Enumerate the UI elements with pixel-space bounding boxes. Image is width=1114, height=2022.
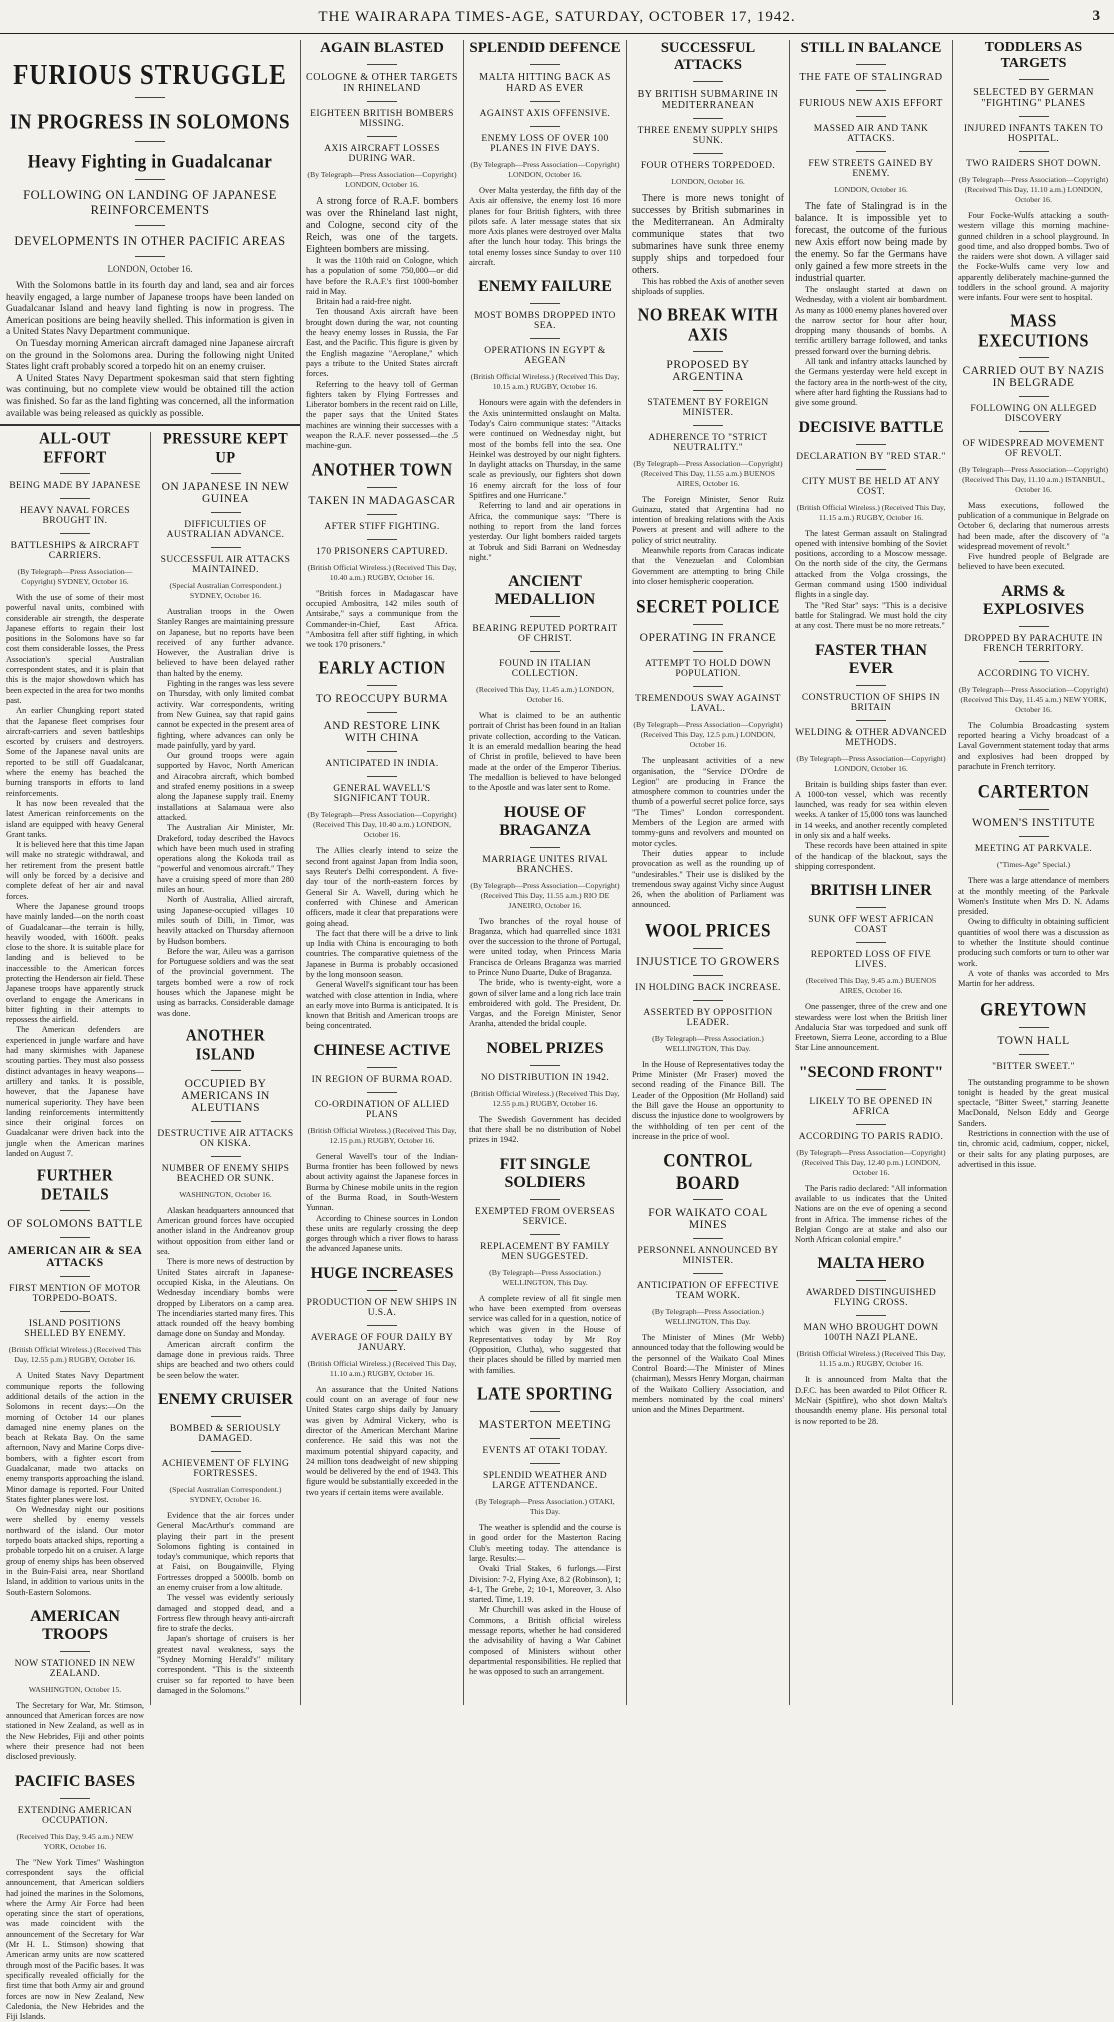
story-second-front: "SECOND FRONT" LIKELY TO BE OPENED IN AFRICA ACCORDING TO PARIS RADIO. (By Telegraph—Press Association—Copyright) (Received This Day, 12.40 p.m.) LONDON, October 16. The Paris radio declared: "All information available to us indicates that the United Nations are on the eve of opening a second front in Africa. The immense riches of the Belgian Congo are at stake and also our North African colonial empire." xyxy=(795,1063,947,1245)
story-successful-attacks: SUCCESSFUL ATTACKS BY BRITISH SUBMARINE IN MEDITERRANEAN THREE ENEMY SUPPLY SHIPS SUNK. FOUR OTHERS TORPEDOED. LONDON, October 16. There is more news tonight of successes by British submarines in the Mediterranean. An Admiralty communique states that two submarines have sunk three enemy supply ships and torpedoed four others. This has robbed the Axis of another seven shiploads of supplies. xyxy=(632,40,784,297)
headline: FURTHER DETAILS xyxy=(36,1167,114,1205)
story-another-island: ANOTHER ISLAND OCCUPIED BY AMERICANS IN ALEUTIANS DESTRUCTIVE AIR ATTACKS ON KISKA. NUMBER OF ENEMY SHIPS BEACHED OR SUNK. WASHINGTON, October 16. Alaskan headquarters announced that American ground forces have occupied another island in the Andreanov group without opposition from either land or sea. There is more news of destruction by United States aircraft in Japanese-occupied Kiska, in the Aleutians. On Wednesday incendiary bombs were dropped by Liberators on a camp area. The incendiaries started many fires. This attack rounded off the heavy bombing damage done on Sunday and Monday. American aircraft confirm the damage done in previous raids. Three ships are beached and two others could be seen below the water. xyxy=(157,1026,294,1380)
story-again-blasted: AGAIN BLASTED COLOGNE & OTHER TARGETS IN RHINELAND EIGHTEEN BRITISH BOMBERS MISSING. AXIS AIRCRAFT LOSSES DURING WAR. (By Telegraph—Press Association—Copyright) LONDON, October 16. A strong force of R.A.F. bombers was over the Rhineland last night, and Cologne, second city of the Reich, was one of the targets. Eighteen bombers are missing. It was the 110th raid on Cologne, which has a population of some 750,000—or did have before the R.A.F.'s first 1000-bomber raid in May. Britain had a raid-free night. Ten thousand Axis aircraft have been brought down during the war, not counting the heavy enemy losses in Russia, the Far East, and the Pacific. This figure is given by the English magazine "Aeroplane," which pays a tribute to the United States aircraft forces. Referring to the heavy toll of German fighters taken by Flying Fortresses and Liberator bombers in the recent raid on Lille, the paper says that the United States machines are winning their successes with a weapon the R.A.F. never possessed—the .5 machine-gun. xyxy=(306,40,458,451)
story-wool-prices: WOOL PRICES INJUSTICE TO GROWERS IN HOLDING BACK INCREASE. ASSERTED BY OPPOSITION LEADER. (By Telegraph—Press Association.) WELLINGTON, This Day. In the House of Representatives today the Prime Minister (Mr Fraser) moved the second reading of the Finance Bill. The Leader of the Opposition (Mr Holland) said the Bill gave the House an opportunity to discuss the injustice done to woolgrowers by the withholding of ten per cent of the increase in the price of wool. xyxy=(632,919,784,1141)
story-fit-single-soldiers: FIT SINGLE SOLDIERS EXEMPTED FROM OVERSEAS SERVICE. REPLACEMENT BY FAMILY MEN SUGGESTED. (By Telegraph—Press Association.) WELLINGTON, This Day. A complete review of all fit single men who have been exempted from overseas service was called for in a question, notice of which was given in the House of Representatives today by Mr Roy (Opposition, Clutha), who suggested that their places should be filled by married men with families. xyxy=(469,1155,621,1375)
story-toddlers-as-targets: TODDLERS AS TARGETS SELECTED BY GERMAN "FIGHTING" PLANES INJURED INFANTS TAKEN TO HOSPITAL. TWO RAIDERS SHOT DOWN. (By Telegraph—Press Association—Copyright) (Received This Day, 11.10 a.m.) LONDON, October 16. Four Focke-Wulfs attacking a south-western village this morning machine-gunned children in a school playground. In good time, and also dropped bombs. Two of the raiders were shot down. A villager said the Focke-Wulfs came very low and apparently deliberately machine-gunned the toddlers in the school ground. A majority were infants. Four were sent to hospital. xyxy=(958,40,1109,303)
story-pressure-kept-up: PRESSURE KEPT UP ON JAPANESE IN NEW GUINEA DIFFICULTIES OF AUSTRALIAN ADVANCE. SUCCESSFUL AIR ATTACKS MAINTAINED. (Special Australian Correspondent.) SYDNEY, October 16. Australian troops in the Owen Stanley Ranges are maintaining pressure on Japanese, but no reports have been received of any further advance. However, the Australian drive is believed to have been delayed rather than halted by the enemy. Fighting in the ranges was less severe on Thursday, with only limited combat activity. War correspondents, writing from New Guinea, say that rapid gains cannot be expected in the present area of fighting, where advances can only be made painfully, yard by yard. Our ground troops were again supported by Havoc, North American and Airacobra aircraft, which bombed and strafed enemy positions in a sweep along the Japanese supply trail. Enemy installations at Salamaua were also attacked. The Australian Air Minister, Mr. Drakeford, today described the Havocs which have been much used in strafing operations along the Kokoda trail as "powerful and venomous aircraft." They have a cruising speed of more than 280 miles an hour. North of Australia, Allied aircraft, using Japanese-occupied villages 10 miles south of Dilli, in Timor, was heavily attacked on Thursday afternoon by Hudson bombers. Before the war, Aileu was a garrison for Portuguese soldiers and was the seat of the provincial government. The targets bombed were a row of rock houses which the Japanese might be using as barracks. Considerable damage was done. xyxy=(157,429,294,1018)
story-house-of-braganza: HOUSE OF BRAGANZA MARRIAGE UNITES RIVAL BRANCHES. (By Telegraph—Press Association—Copyright) (Received This Day, 11.55 a.m.) RIO DE JANEIRO, October 16. Two branches of the royal house of Braganza, which had quarrelled since 1831 over the succession to the throne of Portugal, were united today, when Princess Maria Francisca de Orleans Braganza was married to Prince Nuno Duarte, Duke of Braganza. The bride, who is twenty-eight, wore a gown of silver lame and a long rich lace train embroidered with gold. The President, Dr. Vargas, and the Foreign Minister, Senor Aranha, attended the bridal couple. xyxy=(469,803,621,1029)
column-3 xyxy=(463,40,626,1705)
column-4 xyxy=(626,40,789,1705)
story-all-out-effort: ALL-OUT EFFORT BEING MADE BY JAPANESE HEAVY NAVAL FORCES BROUGHT IN. BATTLESHIPS & AIRCRAFT CARRIERS. (By Telegraph—Press Association—Copyright) SYDNEY, October 16. With the use of some of their most powerful naval units, combined with considerable air strength, the desperate Japanese efforts to regain their lost positions in the Solomons have so far cost them considerable losses, the Press Association's special Australian correspondent states, and it is plain that this is the major showdown which has been expected in the area for two months past. An earlier Chungking report stated that the Japanese fleet comprises four aircraft-carriers and seven battleships escorted by cruisers and destroyers. Some of the Japanese naval units are reported to be still off Guadalcanar, where the enemy has beached the burning transports in efforts to land reinforcements. It has now been revealed that the latest American reinforcements on the island are equipped with heavy General Grant tanks. It is believed here that this time Japan will make no strategic withdrawal, and her retirement from the present battle will only be forced by a decisive and complete defeat of her air and naval forces. Where the Japanese ground troops have mainly landed—on the north coast of Guadalcanar—the terrain is hilly, heavily wooded, with 1600ft. peaks close to the shore. It is suitable place for landing and is believed to be inaccessible to the American forces protecting the Henderson air field. These Japanese troops have apparently struck overland to engage the Americans in bitter fighting in their attempts to repossess the airfield. The American defenders are experienced in jungle warfare and have had many skirmishes with Japanese scouting parties. They must also possess distinct advantages in heavy weapons—artillery and tanks. It is possible, however, that the Japanese have numerical superiority. They have been landing reinforcements intermittently since their original forces on Guadalcanar were driven back into the jungle when the American marines landed on August 7. xyxy=(6,429,144,1159)
headline: MALTA HERO xyxy=(817,1255,925,1273)
headline: AGAIN BLASTED xyxy=(320,40,444,56)
column-6 xyxy=(952,40,1114,1705)
headline: ANCIENT MEDALLION xyxy=(494,573,596,609)
lead-headline: FURIOUS STRUGGLE xyxy=(13,59,287,91)
story-early-action: EARLY ACTION TO REOCCUPY BURMA AND RESTORE LINK WITH CHINA ANTICIPATED IN INDIA. GENERAL WAVELL'S SIGNIFICANT TOUR. (By Telegraph—Press Association—Copyright) (Received This Day, 10.40 a.m.) LONDON, October 16. The Allies clearly intend to seize the second front against Japan from India soon, says Reuter's Delhi correspondent. A five-day tour of the north-eastern forces by General Sir A. Wavell, during which he conferred with Chinese and American officers, made it clear that preparations were going ahead. The fact that there will be a drive to link up India with China is encouraging to both countries. The comparative quietness of the Japanese in Burma is probably occasioned by the long monsoon season. General Wavell's significant tour has been watched with close attention in India, where an early move into Burma is anticipated. It is known that British and American troops are being concentrated. xyxy=(306,659,458,1031)
column-lead xyxy=(0,40,300,2022)
lead-subhead-1: IN PROGRESS IN SOLOMONS xyxy=(9,110,291,135)
lead-story xyxy=(0,40,300,420)
headline: GREYTOWN xyxy=(980,998,1087,1020)
story-chinese-active: CHINESE ACTIVE IN REGION OF BURMA ROAD. CO-ORDINATION OF ALLIED PLANS (British Official Wireless.) (Received This Day, 12.15 p.m.) RUGBY, October 16. General Wavell's tour of the Indian-Burma frontier has been followed by news about activity against the Japanese forces in Burma by Chinese mobile units in the region of the Burma Road, in South-Western Yunnan. According to Chinese sources in London these units are regularly crossing the deep gorges through which a river flows to harass the advanced Japanese units. xyxy=(306,1041,458,1254)
headline: PRESSURE KEPT UP xyxy=(162,429,289,467)
story-further-details: FURTHER DETAILS OF SOLOMONS BATTLE AMERICAN AIR & SEA ATTACKS FIRST MENTION OF MOTOR TORPEDO-BOATS. ISLAND POSITIONS SHELLED BY ENEMY. (British Official Wireless.) (Received This Day, 12.55 p.m.) RUGBY, October 16. A United States Navy Department communique reports the following additional details of the action in the Solomons in recent days:—On the morning of October 14 our planes damaged nine enemy planes on the beach at Rekata Bay. On the same afternoon, Navy and Marine Corps dive-bombers, with a fighter escort from Guadalcanar, made two attacks on enemy transports approaching the island. Minor damage is reported. Four United States fighter planes were lost. On Wednesday night our positions were shelled by enemy vessels northward of the island. Our motor torpedo boats attacked ships, reporting a probable torpedo hit on a cruiser. A large group of enemy ships has been observed in the Buin-Faisi area, near Shortland Island, in addition to various units in the South-Eastern Solomons. xyxy=(6,1167,144,1597)
column-5 xyxy=(789,40,952,1705)
headline: CONTROL BOARD xyxy=(663,1149,753,1194)
headline: HOUSE OF BRAGANZA xyxy=(499,803,591,839)
column-2 xyxy=(300,40,463,1705)
headline: AMERICAN TROOPS xyxy=(30,1607,120,1643)
headline: LATE SPORTING xyxy=(477,1384,613,1404)
headline: "SECOND FRONT" xyxy=(798,1063,944,1081)
story-another-town: ANOTHER TOWN TAKEN IN MADAGASCAR AFTER STIFF FIGHTING. 170 PRISONERS CAPTURED. (British Official Wireless.) (Received This Day, 10.40 a.m.) RUGBY, October 16. "British forces in Madagascar have occupied Ambositra, 142 miles south of Antsirabe," says a communique from the Commander-in-Chief, East Africa. "Ambositra fell after stiff fighting, in which we took 170 prisoners." xyxy=(306,460,458,650)
story-american-troops: AMERICAN TROOPS NOW STATIONED IN NEW ZEALAND. WASHINGTON, October 15. The Secretary for War, Mr. Stimson, announced that American forces are now stationed in New Zealand, as well as in the New Hebrides, Fiji and other points where their presence had not been disclosed previously. xyxy=(6,1607,144,1762)
lead-subhead-4: DEVELOPMENTS IN OTHER PACIFIC AREAS xyxy=(14,234,286,248)
headline: TODDLERS AS TARGETS xyxy=(984,40,1083,71)
column-1-right xyxy=(150,429,300,1705)
story-mass-executions: MASS EXECUTIONS CARRIED OUT BY NAZIS IN BELGRADE FOLLOWING ON ALLEGED DISCOVERY OF WIDESPREAD MOVEMENT OF REVOLT. (By Telegraph—Press Association—Copyright) (Received This Day, 11.10 a.m.) ISTANBUL, October 16. Mass executions, followed the publication of a communique in Belgrade on October 6, declaring that numerous arrests had been made, after the discovery of "a widespread movement of revolt." Five hundred people of Belgrade are believed to have been executed. xyxy=(958,311,1109,572)
lead-subhead-3: FOLLOWING ON LANDING OF JAPANESE REINFORCEMENTS xyxy=(23,188,277,217)
story-splendid-defence: SPLENDID DEFENCE MALTA HITTING BACK AS HARD AS EVER AGAINST AXIS OFFENSIVE. ENEMY LOSS OF OVER 100 PLANES IN FIVE DAYS. (By Telegraph—Press Association—Copyright) LONDON, October 16. Over Malta yesterday, the fifth day of the Axis air offensive, the enemy lost 16 more planes for four British fighters, with three pilots safe. A later message states that six more Axis planes were destroyed over Malta after the lunch hour today. This brings the total enemy losses since Sunday to over 110 aircraft. xyxy=(469,40,621,268)
lead-body: With the Solomons battle in its fourth day and land, sea and air forces heavily engaged, a large number of Japanese troops have been landed on Guadalcanar Island and heavy land fighting is now in progress. The American positions are being heavily shelled. This information is given in a United States Navy Department communique. On Tuesday morning American aircraft damaged nine Japanese aircraft on the ground in the Solomons area. During the following night United States light craft probably scored a torpedo hit on an enemy cruiser. A United States Navy Department spokesman said that stern fighting was continuing, but no complete view would be obtained till the action was finished. So far as the land fighting was concerned, all the information available was being released as quickly as possible. xyxy=(6,280,294,419)
story-arms-explosives: ARMS & EXPLOSIVES DROPPED BY PARACHUTE IN FRENCH TERRITORY. ACCORDING TO VICHY. (By Telegraph—Press Association—Copyright) (Received This Day, 11.45 a.m.) NEW YORK, October 16. The Columbia Broadcasting system reported hearing a Vichy broadcast of a Laval Government statement today that arms and explosives had been dropped by parachute in French territory. xyxy=(958,582,1109,771)
page-number: 3 xyxy=(1092,8,1100,24)
story-faster-than-ever: FASTER THAN EVER CONSTRUCTION OF SHIPS IN BRITAIN WELDING & OTHER ADVANCED METHODS. (By Telegraph—Press Association—Copyright) LONDON, October 16. Britain is building ships faster than ever. A 1000-ton vessel, which was recently launched, was ready for sea within eleven weeks. A tanker of 15,000 tons was launched in 14 weeks, and another recently completed in only six and a half weeks. These records have been attained in spite of the handicap of the blackout, says the shipping correspondent. xyxy=(795,641,947,871)
story-enemy-failure: ENEMY FAILURE MOST BOMBS DROPPED INTO SEA. OPERATIONS IN EGYPT & AEGEAN (British Official Wireless.) (Received This Day, 10.15 a.m.) RUGBY, October 16. Honours were again with the defenders in the Axis unintermitted onslaught on Malta. Today's Cairo communique states: "Attacks were continued on Wednesday night, but most of the bombs fell into the sea. One Heinkel was destroyed by our night fighters. In daylight attacks on Thursday, in the same scale as previously, our fighters shot down 16 enemy aircraft for the loss of four Spitfires and one Hurricane." Referring to land and air operations in Africa, the communique says: "There is nothing to report from the land forces yesterday. Our light bombers raided targets at Tobruk and Sidi Barrani on Wednesday night." xyxy=(469,278,621,562)
story-still-in-balance: STILL IN BALANCE THE FATE OF STALINGRAD FURIOUS NEW AXIS EFFORT MASSED AIR AND TANK ATTACKS. FEW STREETS GAINED BY ENEMY. LONDON, October 16. The fate of Stalingrad is in the balance. It is impossible yet to forecast, the outcome of the furious new Axis effort now being made by the enemy. So far the Germans have only gained a few more streets in the industrial quarter. The onslaught started at dawn on Wednesday, with a violent air bombardment. As many as 1000 enemy planes hovered over the narrow sector for hour after hour, dropping many thousands of bombs. A terrific artillery barrage followed, and tanks pressed forward over the burning debris. All tank and infantry attacks launched by the Germans yesterday were held except in the factory area in the north-west of the city, where after hard fighting the Russians had to give some ground. xyxy=(795,40,947,408)
headline: FIT SINGLE SOLDIERS xyxy=(499,1155,591,1191)
story-decisive-battle: DECISIVE BATTLE DECLARATION BY "RED STAR." CITY MUST BE HELD AT ANY COST. (British Official Wireless.) (Received This Day, 11.15 a.m.) RUGBY, October 16. The latest German assault on Stalingrad opened with intensive bombing of the Soviet positions, according to a Moscow message. On the north side of the city, the Germans attacked from the Volga crossings, the German command using 1500 individual flights in a single day. The "Red Star" says: "This is a decisive battle for Stalingrad. We must hold the city at any cost. There must be no more retreats." xyxy=(795,418,947,631)
headline: ARMS & EXPLOSIVES xyxy=(982,582,1085,618)
story-ancient-medallion: ANCIENT MEDALLION BEARING REPUTED PORTRAIT OF CHRIST. FOUND IN ITALIAN COLLECTION. (Received This Day, 11.45 a.m.) LONDON, October 16. What is claimed to be an authentic portrait of Christ has been found in an Italian private collection, according to the Vatican. It is an emerald medallion bearing the head of Christ in profile, believed to have been made at the order of the Emperor Tiberius. The medallion is believed to have belonged to the Apostle and was later sent to Rome. xyxy=(469,573,621,793)
headline: CARTERTON xyxy=(977,781,1090,803)
headline: ALL-OUT EFFORT xyxy=(39,429,111,467)
story-malta-hero: MALTA HERO AWARDED DISTINGUISHED FLYING CROSS. MAN WHO BROUGHT DOWN 100TH NAZI PLANE. (British Official Wireless.) (Received This Day, 11.15 a.m.) RUGBY, October 16. It is announced from Malta that the D.F.C. has been awarded to Pilot Officer R. McNair (Spitfire), who shot down Malta's thousandth enemy plane. His personal total is now reported to be 28. xyxy=(795,1255,947,1426)
masthead-title: THE WAIRARAPA TIMES-AGE, SATURDAY, OCTOBER 17, 1942. xyxy=(318,9,796,25)
headline: SECRET POLICE xyxy=(636,596,780,618)
story-control-board: CONTROL BOARD FOR WAIKATO COAL MINES PERSONNEL ANNOUNCED BY MINISTER. ANTICIPATION OF EFFECTIVE TEAM WORK. (By Telegraph—Press Association.) WELLINGTON, This Day. The Minister of Mines (Mr Webb) announced today that the following would be the personnel of the Waikato Coal Mines Control Board:—The Minister of Mines (chairman), Messrs Henry Morgan, chairman of the Waikato Colliery Association, and members nominated by the coal miners' union and the Mines Department. xyxy=(632,1149,784,1415)
headline: CHINESE ACTIVE xyxy=(313,1041,451,1059)
headline: WOOL PRICES xyxy=(645,919,771,941)
headline: MASS EXECUTIONS xyxy=(978,311,1089,351)
headline: STILL IN BALANCE xyxy=(800,40,942,56)
story-no-break-with-axis: NO BREAK WITH AXIS PROPOSED BY ARGENTINA STATEMENT BY FOREIGN MINISTER. ADHERENCE TO "STRICT NEUTRALITY." (By Telegraph—Press Association—Copyright) (Received This Day, 11.55 a.m.) BUENOS AIRES, October 16. The Foreign Minister, Senor Ruiz Guinazu, stated that Argentina had no intention of breaking relations with the Axis Powers at present and will adhere to the policy of strict neutrality. Meanwhile reports from Caracas indicate that the Venezuelan and Colombian Government are attempting to bring Chile into closer hemispheric cooperation. xyxy=(632,305,784,586)
headline: PACIFIC BASES xyxy=(14,1772,136,1790)
headline: ANOTHER ISLAND xyxy=(185,1026,266,1064)
lead-subhead-2: Heavy Fighting in Guadalcanar xyxy=(27,150,273,173)
story-nobel-prizes: NOBEL PRIZES NO DISTRIBUTION IN 1942. (British Official Wireless.) (Received This Day, 12.55 p.m.) RUGBY, October 16. The Swedish Government has decided that there shall be no distribution of Nobel prizes in 1942. xyxy=(469,1039,621,1145)
headline: ENEMY FAILURE xyxy=(478,278,612,296)
headline: BRITISH LINER xyxy=(810,882,932,900)
headline: ANOTHER TOWN xyxy=(311,460,453,480)
headline: HUGE INCREASES xyxy=(310,1264,454,1282)
story-secret-police: SECRET POLICE OPERATING IN FRANCE ATTEMPT TO HOLD DOWN POPULATION. TREMENDOUS SWAY AGAINST LAVAL. (By Telegraph—Press Association—Copyright) (Received This Day, 12.5 p.m.) LONDON, October 16. The unpleasant activities of a new organisation, the "Service D'Ordre de Legion" are producing in France the atmosphere common to countries under the thumb of a powerful secret police force, says "The Times" London correspondent. Members of the Legion are armed with tommy-guns and revolvers and mounted on motor cycles. Their duties appear to include provocation as well as the rounding up of "undesirables." Their use is disliked by the tremendous sway against Vichy since August 26, when the abolition of Parliament was announced. xyxy=(632,596,784,910)
story-pacific-bases: PACIFIC BASES EXTENDING AMERICAN OCCUPATION. (Received This Day, 9.45 a.m.) NEW YORK, October 16. The "New York Times" Washington correspondent says the official announcement, that American soldiers had joined the marines in the Solomons, where the Army Air Force had been operating since the start of operations, was made coincident with the announcement of the Secretary for War (Mr H. L. Stimson) showing that American army units are now scattered through most of the Pacific bases. It was specifically revealed officially for the first time that both Army air and ground forces are now in New Zealand, New Caledonia, the New Hebrides and the Fiji Islands. xyxy=(6,1772,144,2022)
headline: SUCCESSFUL ATTACKS xyxy=(660,40,756,73)
story-enemy-cruiser: ENEMY CRUISER BOMBED & SERIOUSLY DAMAGED. ACHIEVEMENT OF FLYING FORTRESSES. (Special Australian Correspondent.) SYDNEY, October 16. Evidence that the air forces under General MacArthur's command are playing their part in the present Solomons fighting is contained in today's communique, which reports that at Faisi, on Bougainville, Flying Fortresses dropped a 5000lb. bomb on an enemy cruiser from a low altitude. The vessel was evidently seriously damaged and stopped dead, and a Fortress flew through heavy anti-aircraft fire to strafe the decks. Japan's shortage of cruisers is her greatest naval weakness, says the "Sydney Morning Herald's" military correspondent. "This is the sixteenth cruiser so far reported to have been damaged in the Solomons." xyxy=(157,1390,294,1695)
headline: DECISIVE BATTLE xyxy=(798,418,944,436)
story-huge-increases: HUGE INCREASES PRODUCTION OF NEW SHIPS IN U.S.A. AVERAGE OF FOUR DAILY BY JANUARY. (British Official Wireless.) (Received This Day, 11.10 a.m.) RUGBY, October 16. An assurance that the United Nations could count on an average of four new United States cargo ships daily by January was given by Admiral Vickery, who is director of the American Merchant Marine conference. He said this was not the maximum potential shipyard capacity, and 24 million tons deadweight of new shipping would be delivered by the end of 1943. This figure would be substantially exceeded in the two years if certain items were available. xyxy=(306,1264,458,1497)
story-british-liner: BRITISH LINER SUNK OFF WEST AFRICAN COAST REPORTED LOSS OF FIVE LIVES. (Received This Day, 9.45 a.m.) BUENOS AIRES, October 16. One passenger, three of the crew and one stewardess were lost when the British liner Andalucia Star was torpedoed and sunk off Freetown, Sierra Leone, according to a Blue Star Line announcement. xyxy=(795,882,947,1053)
headline: SPLENDID DEFENCE xyxy=(469,40,621,56)
story-carterton: CARTERTON WOMEN'S INSTITUTE MEETING AT PARKVALE. ("Times-Age" Special.) There was a large attendance of members at the monthly meeting of the Parkvale Women's Institute when Mrs D. N. Adams presided. Owing to difficulty in obtaining sufficient quantities of wool there was a discussion as to whether the Institute should continue producing such comforts or turn to other war work. A vote of thanks was accorded to Mrs Martin for her address. xyxy=(958,781,1109,989)
column-1-left xyxy=(0,429,150,2022)
headline: FASTER THAN EVER xyxy=(815,641,927,677)
story-late-sporting: LATE SPORTING MASTERTON MEETING EVENTS AT OTAKI TODAY. SPLENDID WEATHER AND LARGE ATTENDANCE. (By Telegraph—Press Association.) OTAKI, This Day. The weather is splendid and the course is in good order for the Masterton Racing Club's meeting today. The attendance is large. Results:— Ovaki Trial Stakes, 6 furlongs.—First Division: 7-2, Flying Axe, 8.2 (Robinson), 1; 4-1, The Grebe, 2; 10-1, Moreover, 3. Also started. Time, 1.19. Mr Churchill was asked in the House of Commons, a British official wireless message reports, whether he had considered the advisability of having a War Cabinet composed of Ministers without other departmental responsibilities. He replied that he was opposed to such an arrangement. xyxy=(469,1384,621,1677)
lead-dateline: LONDON, October 16. xyxy=(107,264,193,274)
headline: NOBEL PRIZES xyxy=(486,1039,604,1057)
story-greytown: GREYTOWN TOWN HALL "BITTER SWEET." The outstanding programme to be shown tonight is headed by the great musical spectacle, "Bitter Sweet," starring Jeanette MacDonald, Nelson Eddy and George Sanders. Restrictions in connection with the use of tin, chromic acid, cadmium, copper, nickel, or their salts for any plating purposes, are advertised in this issue. xyxy=(958,998,1109,1169)
masthead xyxy=(0,0,1114,34)
headline: ENEMY CRUISER xyxy=(158,1390,293,1408)
headline: EARLY ACTION xyxy=(318,659,446,679)
headline: NO BREAK WITH AXIS xyxy=(637,305,779,345)
